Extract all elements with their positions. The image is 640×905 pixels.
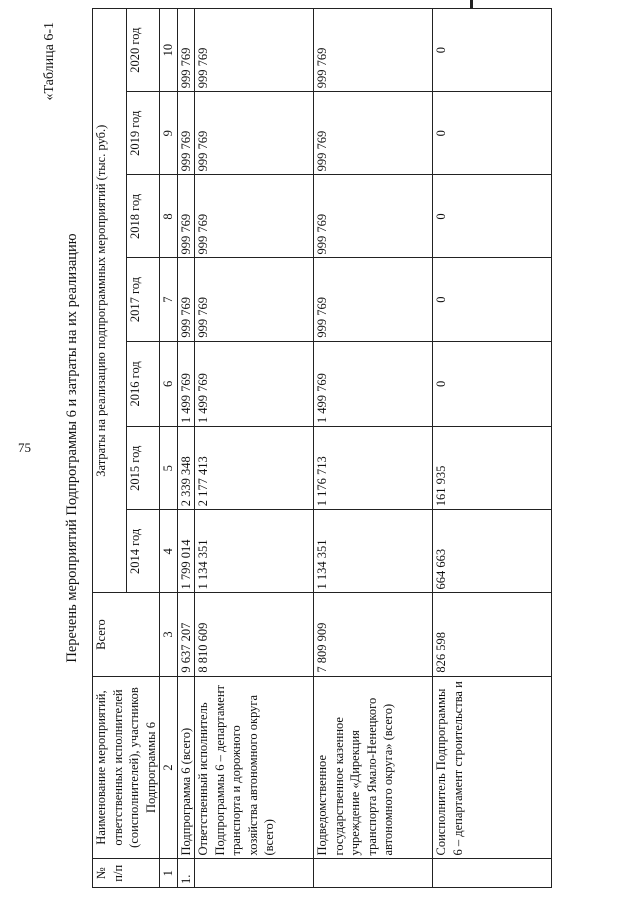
row-name: Подпрограмма 6 (всего) — [177, 676, 195, 859]
row-value: 999 769 — [314, 175, 433, 258]
header-total: Всего — [93, 593, 160, 676]
row-value: 0 — [433, 92, 552, 175]
table-row — [195, 9, 314, 888]
header-year: 2020 год — [126, 9, 160, 92]
row-value: 664 663 — [433, 510, 552, 593]
row-value: 999 769 — [195, 9, 314, 92]
column-number: 9 — [160, 92, 178, 175]
row-num — [314, 859, 433, 888]
table-row — [314, 9, 433, 888]
row-total: 7 809 909 — [314, 593, 433, 676]
row-value: 999 769 — [314, 9, 433, 92]
row-value: 999 769 — [195, 258, 314, 341]
page-title: Перечень мероприятий Подпрограммы 6 и затраты на их реализацию — [64, 233, 80, 663]
column-number: 3 — [160, 593, 178, 676]
row-value: 2 177 413 — [195, 427, 314, 510]
row-num: 1. — [177, 859, 195, 888]
row-value: 0 — [433, 175, 552, 258]
row-value: 999 769 — [177, 9, 195, 92]
rotated-page-content — [42, 8, 632, 888]
column-number: 8 — [160, 175, 178, 258]
table-row — [433, 9, 552, 888]
row-value: 0 — [433, 258, 552, 341]
row-value: 1 176 713 — [314, 427, 433, 510]
row-value: 1 134 351 — [314, 510, 433, 593]
row-value: 0 — [433, 341, 552, 427]
row-value: 999 769 — [195, 175, 314, 258]
row-value: 1 499 769 — [314, 341, 433, 427]
header-costs: Затраты на реализацию подпрограммных мероприятий (тыс. руб.) — [93, 9, 127, 593]
row-value: 1 799 014 — [177, 510, 195, 593]
column-number: 4 — [160, 510, 178, 593]
column-number: 6 — [160, 341, 178, 427]
column-number: 10 — [160, 9, 178, 92]
row-name: Ответственный исполнитель Подпрограммы 6 – департамент транспорта и дорожного хозяйства автономного округа (всего) — [195, 676, 314, 859]
header-year: 2014 год — [126, 510, 160, 593]
scan-edge-mark — [470, 0, 473, 8]
row-value: 1 134 351 — [195, 510, 314, 593]
row-value: 999 769 — [314, 258, 433, 341]
header-name: Наименование мероприятий, ответственных исполнителей (соисполнителей), участников Подпрограммы 6 — [93, 676, 160, 859]
row-name: Соисполнитель Подпрограммы 6 – департамент строительства и — [433, 676, 552, 859]
header-num: № п/п — [93, 859, 160, 888]
row-value: 999 769 — [177, 175, 195, 258]
row-name: Подведомственное государственное казенное учреждение «Дирекция транспорта Ямало-Ненецкого автономного округа» (всего) — [314, 676, 433, 859]
row-value: 161 935 — [433, 427, 552, 510]
column-number: 7 — [160, 258, 178, 341]
row-total: 826 598 — [433, 593, 552, 676]
costs-table — [92, 8, 552, 888]
header-year: 2019 год — [126, 92, 160, 175]
column-number: 1 — [160, 859, 178, 888]
page-number: 75 — [18, 440, 31, 455]
row-value: 1 499 769 — [177, 341, 195, 427]
row-total: 8 810 609 — [195, 593, 314, 676]
row-value: 999 769 — [177, 258, 195, 341]
table-row — [177, 9, 195, 888]
table-caption: «Таблица 6-1 — [42, 22, 57, 101]
row-value: 2 339 348 — [177, 427, 195, 510]
row-value: 999 769 — [177, 92, 195, 175]
column-number: 2 — [160, 676, 178, 859]
row-num — [433, 859, 552, 888]
header-year: 2016 год — [126, 341, 160, 427]
row-value: 999 769 — [195, 92, 314, 175]
row-value: 1 499 769 — [195, 341, 314, 427]
header-year: 2017 год — [126, 258, 160, 341]
header-year: 2018 год — [126, 175, 160, 258]
row-num — [195, 859, 314, 888]
row-total: 9 637 207 — [177, 593, 195, 676]
row-value: 0 — [433, 9, 552, 92]
header-year: 2015 год — [126, 427, 160, 510]
column-number: 5 — [160, 427, 178, 510]
row-value: 999 769 — [314, 92, 433, 175]
